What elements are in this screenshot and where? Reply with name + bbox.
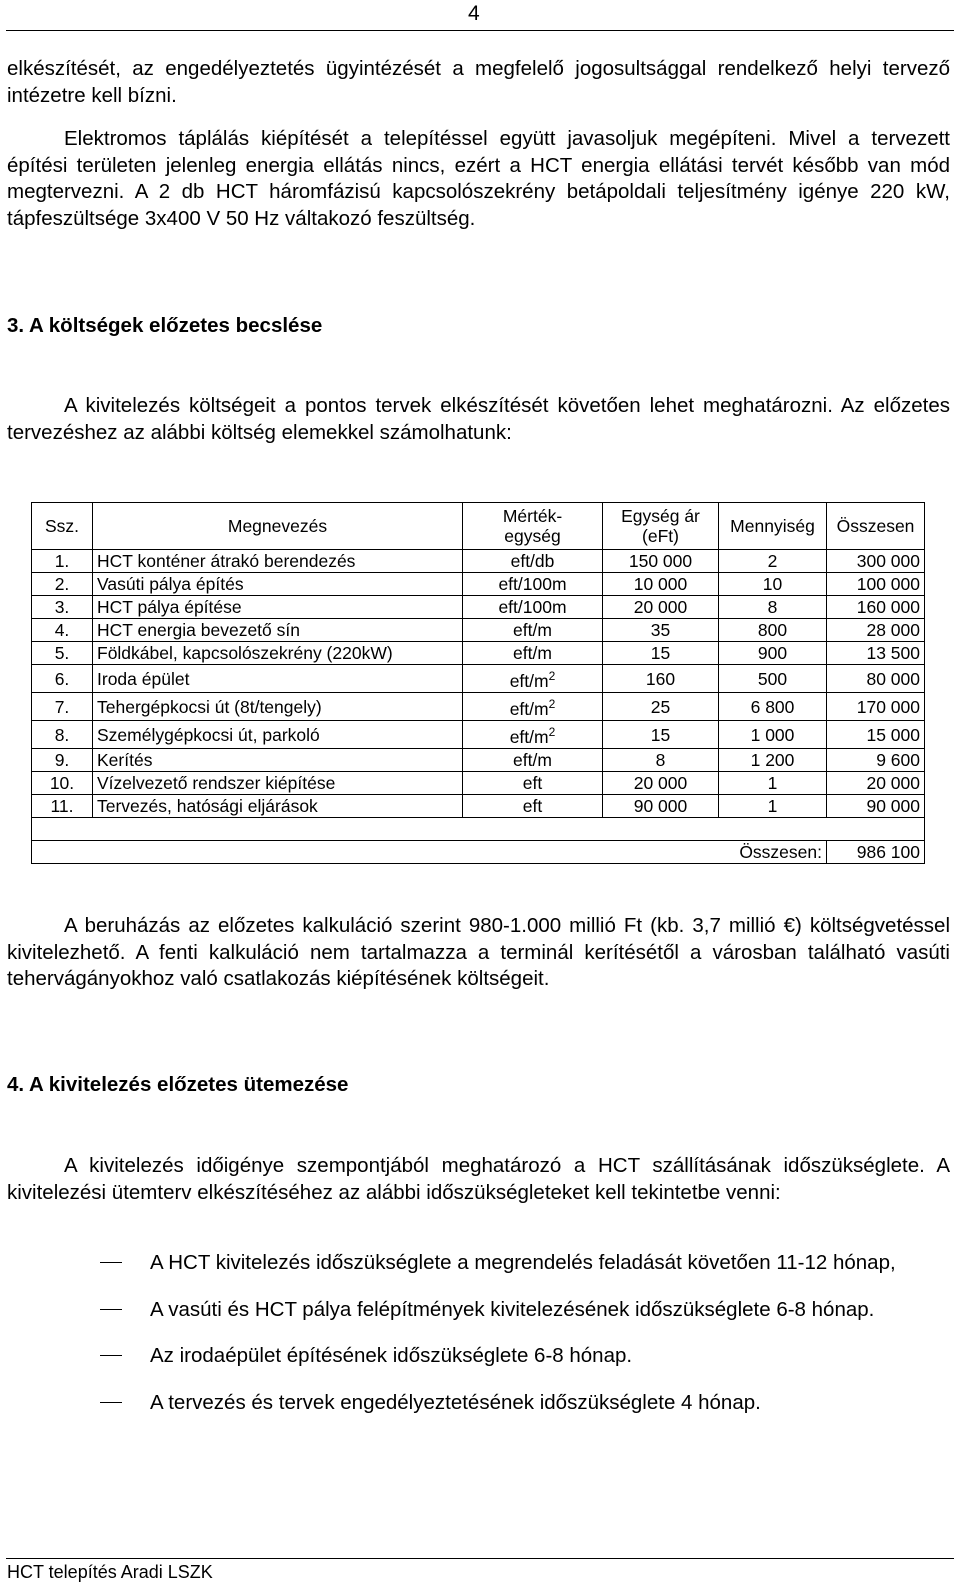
cell-price: 150 000 <box>603 550 719 573</box>
cell-qty: 500 <box>719 665 827 693</box>
table-row <box>32 642 925 665</box>
cell-ssz: 5. <box>32 642 93 665</box>
unit-superscript: 2 <box>548 669 556 684</box>
table-row <box>32 596 925 619</box>
cell-ssz: 8. <box>32 721 93 749</box>
dash-bullet-icon <box>100 1309 122 1310</box>
cell-price: 8 <box>603 749 719 772</box>
cell-total: 300 000 <box>827 550 925 573</box>
header-price <box>603 503 719 550</box>
header-unit <box>463 503 603 550</box>
unit-superscript: 2 <box>548 725 556 740</box>
list-item-text: A tervezés és tervek engedélyeztetésének időszükséglete 4 hónap. <box>150 1390 761 1414</box>
cell-name: Kerítés <box>93 749 463 772</box>
section-heading-schedule: 4. A kivitelezés előzetes ütemezése <box>7 1073 349 1096</box>
cell-total: 160 000 <box>827 596 925 619</box>
cell-name: HCT konténer átrakó berendezés <box>93 550 463 573</box>
cell-ssz: 1. <box>32 550 93 573</box>
cell-total: 90 000 <box>827 795 925 818</box>
cell-total: 20 000 <box>827 772 925 795</box>
dash-bullet-icon <box>100 1262 122 1263</box>
cell-ssz: 4. <box>32 619 93 642</box>
table-row <box>32 693 925 721</box>
list-item-text: Az irodaépület építésének időszükséglete 6-8 hónap. <box>150 1344 633 1367</box>
section-heading-costs: 3. A költségek előzetes becslése <box>7 314 323 337</box>
total-value: 986 100 <box>827 841 925 864</box>
header-name: Megnevezés <box>93 503 463 550</box>
cell-ssz: 9. <box>32 749 93 772</box>
header-ssz: Ssz. <box>32 503 93 550</box>
cell-name: Tehergépkocsi út (8t/tengely) <box>93 693 463 721</box>
cell-name: HCT pálya építése <box>93 596 463 619</box>
cell-price: 25 <box>603 693 719 721</box>
cell-price: 10 000 <box>603 573 719 596</box>
paragraph-schedule-intro: A kivitelezés időigénye szempontjából meghatározó a HCT szállításának időszükséglete. A kivitelezési ütemterv elkészítéséhez az alábbi időszükségleteket kell tekintetbe venni: <box>7 1154 950 1204</box>
cell-price: 15 <box>603 642 719 665</box>
table-row <box>32 772 925 795</box>
cost-table <box>31 502 925 864</box>
cell-ssz: 10. <box>32 772 93 795</box>
cell-price: 160 <box>603 665 719 693</box>
cell-name: Személygépkocsi út, parkoló <box>93 721 463 749</box>
paragraph-electric-supply: Elektromos táplálás kiépítését a telepítéssel együtt javasoljuk megépíteni. Mivel a tervezett építési területen jelenleg energia ellátás nincs, ezért a HCT energia ellátási tervét később van mód megtervezni. A 2 db HCT háromfázisú kapcsolószekrény betápoldali teljesítmény igénye 220 kW, tápfeszültsége 3x400 V 50 Hz váltakozó feszültség. <box>7 127 950 230</box>
cell-total: 13 500 <box>827 642 925 665</box>
cell-qty: 1 <box>719 772 827 795</box>
cell-qty: 1 000 <box>719 721 827 749</box>
cell-ssz: 6. <box>32 665 93 693</box>
dash-bullet-icon <box>100 1402 122 1403</box>
cell-total: 28 000 <box>827 619 925 642</box>
cell-unit: eft/db <box>463 550 603 573</box>
header-total: Összesen <box>827 503 925 550</box>
header-unit-line1: Mérték- <box>502 506 563 526</box>
empty-cell <box>32 818 925 841</box>
cell-name: Vízelvezető rendszer kiépítése <box>93 772 463 795</box>
cell-unit: eft <box>463 772 603 795</box>
table-row <box>32 665 925 693</box>
header-price-line1: Egység ár <box>621 506 700 526</box>
cell-qty: 800 <box>719 619 827 642</box>
cell-price: 20 000 <box>603 772 719 795</box>
cell-name: Iroda épület <box>93 665 463 693</box>
requirements-list <box>100 1249 945 1435</box>
paragraph-costs-intro: A kivitelezés költségeit a pontos tervek elkészítését követően lehet meghatározni. Az előzetes tervezéshez az alábbi költség elemekkel számolhatunk: <box>7 394 950 444</box>
total-label: Összesen: <box>32 841 827 864</box>
cell-name: HCT energia bevezető sín <box>93 619 463 642</box>
cell-total: 170 000 <box>827 693 925 721</box>
cell-unit: eft/$m^2$ <box>463 665 603 693</box>
footer-rule <box>6 1558 954 1559</box>
header-rule <box>6 30 954 31</box>
footer-text: HCT telepítés Aradi LSZK <box>7 1562 213 1582</box>
paragraph-budget: A beruházás az előzetes kalkuláció szerint 980-1.000 millió Ft (kb. 3,7 millió €) költségvetéssel kivitelezhető. A fenti kalkuláció nem tartalmazza a terminál kerítésétől a városban található vasúti tehervágányokhoz való csatlakozás kiépítésének költségeit. <box>7 914 950 991</box>
cell-name: Tervezés, hatósági eljárások <box>93 795 463 818</box>
cell-qty: 6 800 <box>719 693 827 721</box>
cell-qty: 900 <box>719 642 827 665</box>
cell-unit: eft/m <box>463 749 603 772</box>
table-row <box>32 550 925 573</box>
cell-total: 15 000 <box>827 721 925 749</box>
cell-unit: eft/m <box>463 642 603 665</box>
cell-qty: 2 <box>719 550 827 573</box>
unit-superscript: 2 <box>548 697 556 712</box>
header-price-line2: (eFt) <box>642 526 679 546</box>
cell-unit: eft/100m <box>463 573 603 596</box>
table-row <box>32 573 925 596</box>
cell-qty: 1 200 <box>719 749 827 772</box>
cell-ssz: 3. <box>32 596 93 619</box>
cell-price: 35 <box>603 619 719 642</box>
header-qty: Mennyiség <box>719 503 827 550</box>
cost-table-body <box>32 550 925 818</box>
cell-unit: eft <box>463 795 603 818</box>
cell-name: Vasúti pálya építés <box>93 573 463 596</box>
list-item-text: A HCT kivitelezés időszükséglete a megrendelés feladását követően 11-12 hónap, <box>150 1251 896 1274</box>
cell-name: Földkábel, kapcsolószekrény (220kW) <box>93 642 463 665</box>
cell-total: 100 000 <box>827 573 925 596</box>
table-row <box>32 721 925 749</box>
table-row <box>32 619 925 642</box>
cell-ssz: 7. <box>32 693 93 721</box>
page-number: 4 <box>468 2 480 25</box>
cell-qty: 1 <box>719 795 827 818</box>
cell-price: 20 000 <box>603 596 719 619</box>
dash-bullet-icon <box>100 1355 122 1356</box>
cell-total: 9 600 <box>827 749 925 772</box>
cell-qty: 10 <box>719 573 827 596</box>
cell-unit: eft/m <box>463 619 603 642</box>
cell-ssz: 2. <box>32 573 93 596</box>
cell-unit: eft/100m <box>463 596 603 619</box>
table-row <box>32 749 925 772</box>
table-total-row <box>32 841 925 864</box>
cell-qty: 8 <box>719 596 827 619</box>
cell-price: 90 000 <box>603 795 719 818</box>
paragraph-intro: elkészítését, az engedélyeztetés ügyintézését a megfelelő jogosultsággal rendelkező helyi tervező intézetre kell bízni. <box>7 57 950 107</box>
list-item <box>100 1249 945 1277</box>
list-item <box>100 1342 945 1370</box>
cell-total: 80 000 <box>827 665 925 693</box>
cell-ssz: 11. <box>32 795 93 818</box>
header-unit-line2: egység <box>504 526 561 546</box>
cell-price: 15 <box>603 721 719 749</box>
table-header-row <box>32 503 925 550</box>
list-item <box>100 1389 945 1417</box>
list-item-text: A vasúti és HCT pálya felépítmények kivitelezésének időszükséglete 6-8 hónap. <box>150 1297 875 1321</box>
cell-unit: eft/$m^2$ <box>463 693 603 721</box>
table-empty-row <box>32 818 925 841</box>
list-item <box>100 1296 945 1324</box>
table-row <box>32 795 925 818</box>
cell-unit: eft/$m^2$ <box>463 721 603 749</box>
